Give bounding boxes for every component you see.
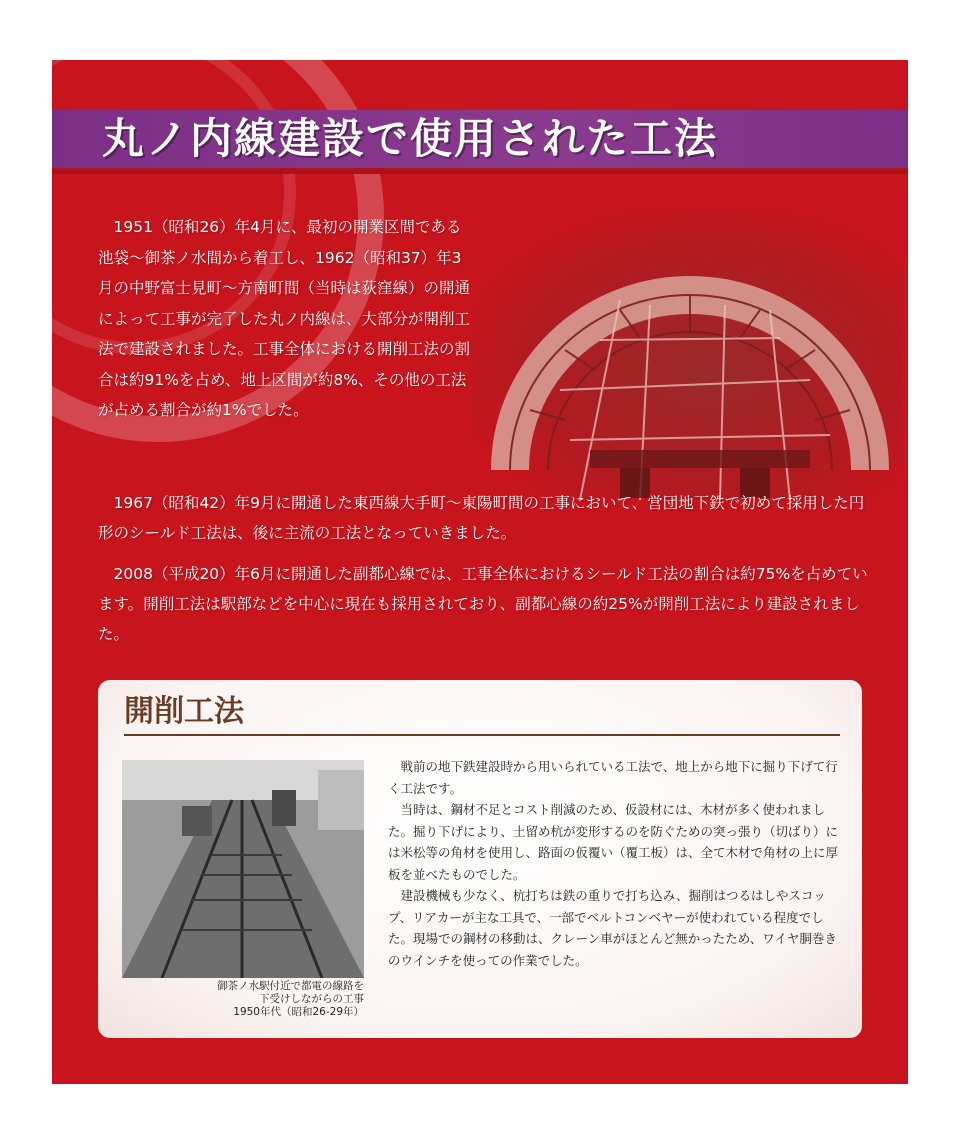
heading-rule <box>124 734 840 736</box>
cut-and-cover-card <box>98 680 862 1038</box>
fukutoshin-paragraph: 2008（平成20）年6月に開通した副都心線では、工事全体におけるシールド工法の割合は約75%を占めています。開削工法は駅部などを中心に現在も採用されており、副都心線の約25%が開削工法により建設されました。 <box>98 565 868 643</box>
main-panel <box>52 60 908 1084</box>
shield-arch-photo <box>470 210 902 500</box>
title-band <box>52 110 908 174</box>
page-title: 丸ノ内線建設で使用された工法 <box>102 114 719 163</box>
caption-line: 御茶ノ水駅付近で都電の線路を <box>217 980 364 992</box>
body-paragraph: 当時は、鋼材不足とコスト削減のため、仮設材には、木材が多く使われました。掘り下げにより、土留め杭が変形するのを防ぐための突っ張り（切ばり）には米松等の角材を使用し、路面の仮覆い（覆工板）は、全て木材で角材の上に厚板を並べたものでした。 <box>388 802 839 882</box>
caption-line: 1950年代（昭和26-29年） <box>233 1006 364 1018</box>
intro-paragraph: 1951（昭和26）年4月に、最初の開業区間である池袋～御茶ノ水間から着工し、1962（昭和37）年3月の中野富士見町～方南町間（当時は荻窪線）の開通によって工事が完了した丸ノ内線は、大部分が開削工法で建設されました。工事全体における開削工法の割合は約91%を占め、地上区間が約8%、その他の工法が占める割合が約1%でした。 <box>98 218 471 419</box>
shield-method-paragraph: 1967（昭和42）年9月に開通した東西線大手町～東陽町間の工事において、営団地下鉄で初めて採用した円形のシールド工法は、後に主流の工法となっていきました。 <box>98 494 865 542</box>
photo-caption <box>138 980 364 1019</box>
body-paragraph: 建設機械も少なく、杭打ちは鉄の重りで打ち込み、掘削はつるはしやスコップ、リアカーが主な工具で、一部でベルトコンベヤーが使われている程度でした。現場での鋼材の移動は、クレーン車がほとんど無かったため、ワイヤ胴巻きのウインチを使っての作業でした。 <box>388 888 837 968</box>
caption-line: 下受けしながらの工事 <box>259 993 364 1005</box>
section-heading: 開削工法 <box>124 694 244 729</box>
body-paragraph: 戦前の地下鉄建設時から用いられている工法で、地上から地下に掘り下げて行く工法です。 <box>388 759 838 796</box>
section-body <box>388 756 838 971</box>
construction-photo <box>122 760 364 978</box>
